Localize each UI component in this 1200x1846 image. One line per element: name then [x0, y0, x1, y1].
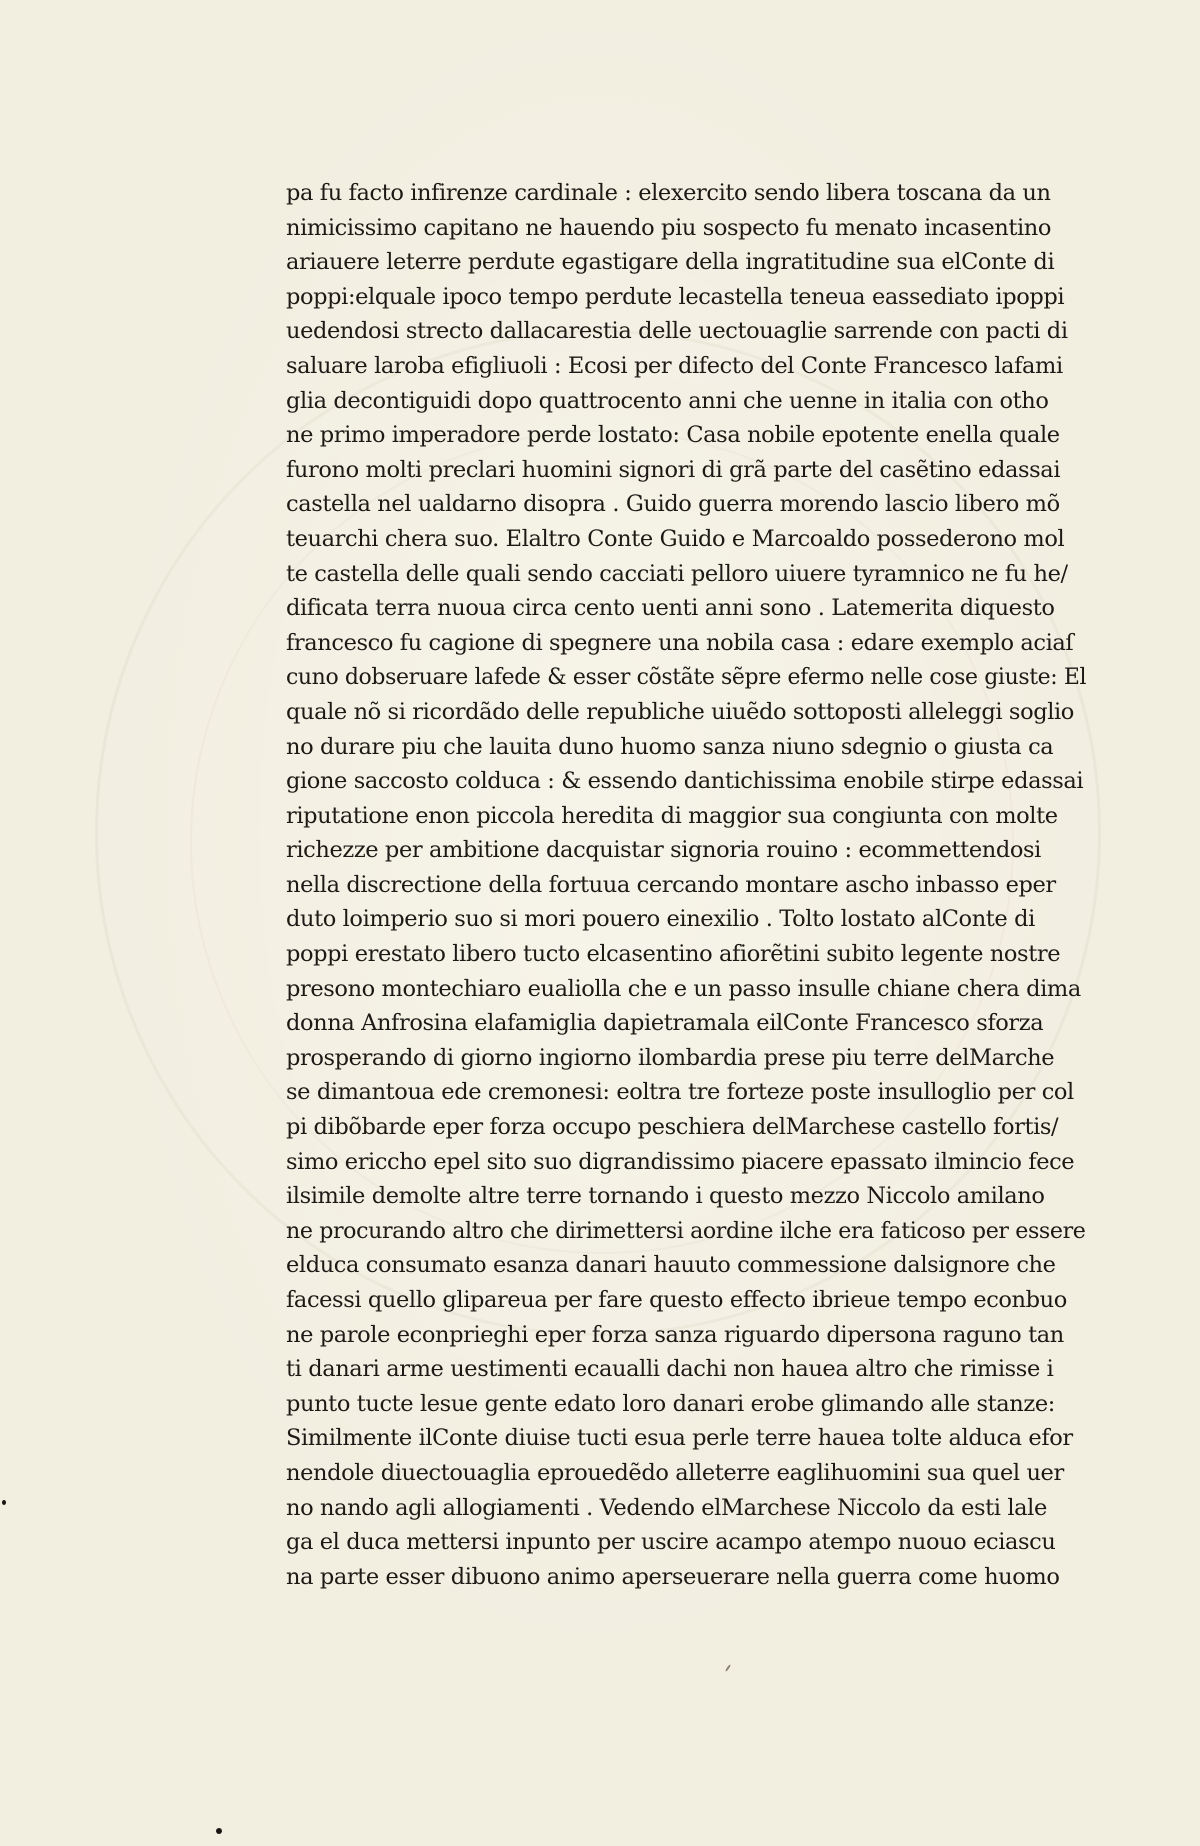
ink-speck — [2, 1500, 6, 1505]
text-line: dificata terra nuoua circa cento uenti anni sono . Latemerita diquesto — [286, 595, 1055, 622]
ink-speck — [216, 1828, 222, 1834]
text-line: teuarchi chera suo. Elaltro Conte Guido e Marcoaldo possederono mol — [286, 525, 1065, 552]
text-line: cuno dobseruare lafede & esser cõstãte sẽpre efermo nelle cose giuste: El — [286, 664, 1087, 691]
text-line: ne parole econprieghi eper forza sanza riguardo dipersona raguno tan — [286, 1321, 1064, 1348]
text-line: punto tucte lesue gente edato loro danari erobe glimando alle stanze: — [286, 1390, 1055, 1417]
text-line: nimicissimo capitano ne hauendo piu sospecto fu menato incasentino — [286, 214, 1052, 241]
text-line: francesco fu cagione di spegnere una nobila casa : edare exemplo aciaſ — [286, 629, 1074, 656]
text-line: nella discrectione della fortuua cercando montare ascho inbasso eper — [286, 871, 1056, 898]
text-line: na parte esser dibuono animo aperseuerare nella guerra come huomo — [286, 1563, 1060, 1590]
text-line: saluare laroba efigliuoli : Ecosi per difecto del Conte Francesco lafami — [286, 352, 1063, 379]
text-line: poppi erestato libero tucto elcasentino afiorẽtini subito legente nostre — [286, 941, 1061, 968]
text-line: ti danari arme uestimenti ecaualli dachi non hauea altro che rimisse i — [286, 1356, 1054, 1383]
paper-mark — [725, 1664, 731, 1672]
text-line: glia decontiguidi dopo quattrocento anni che uenne in italia con otho — [286, 387, 1049, 414]
text-line: te castella delle quali sendo cacciati pelloro uiuere tyramnico ne fu he/ — [286, 560, 1068, 587]
text-block — [286, 176, 1086, 1594]
text-line: presono montechiaro eualiolla che e un passo insulle chiane chera dima — [286, 975, 1081, 1002]
text-line: duto loimperio suo si mori pouero einexilio . Tolto lostato alConte di — [286, 906, 1035, 933]
text-line: ne primo imperadore perde lostato: Casa nobile epotente enella quale — [286, 422, 1060, 449]
text-line: furono molti preclari huomini signori di grã parte del casẽtino edassai — [286, 456, 1061, 483]
text-line: gione saccosto colduca : & essendo dantichissima enobile stirpe edassai — [286, 768, 1084, 795]
text-line: donna Anfrosina elafamiglia dapietramala eilConte Francesco sforza — [286, 1010, 1044, 1037]
text-line: pa fu facto infirenze cardinale : elexercito sendo libera toscana da un — [286, 180, 1051, 206]
text-line: uedendosi strecto dallacarestia delle uectouaglie sarrende con pacti di — [286, 318, 1068, 345]
text-line: facessi quello glipareua per fare questo effecto ibrieue tempo econbuo — [286, 1287, 1067, 1313]
text-line: prosperando di giorno ingiorno ilombardia prese piu terre delMarche — [286, 1044, 1055, 1071]
text-line: riputatione enon piccola heredita di maggior sua congiunta con molte — [286, 802, 1058, 829]
text-line: simo ericcho epel sito suo digrandissimo piacere epassato ilmincio fece — [286, 1148, 1075, 1175]
text-line: poppi:elquale ipoco tempo perdute lecastella teneua eassediato ipoppi — [286, 283, 1065, 310]
text-line: se dimantoua ede cremonesi: eoltra tre forteze poste insulloglio per col — [286, 1079, 1074, 1106]
text-line: ariauere leterre perdute egastigare della ingratitudine sua elConte di — [286, 249, 1055, 276]
text-line: elduca consumato esanza danari hauuto commessione dalsignore che — [286, 1252, 1056, 1279]
text-line: quale nõ si ricordãdo delle republiche uiuẽdo sottoposti alleleggi soglio — [286, 698, 1074, 725]
text-line: ne procurando altro che dirimettersi aordine ilche era faticoso per essere — [286, 1217, 1086, 1244]
text-line: Similmente ilConte diuise tucti esua perle terre hauea tolte alduca efor — [286, 1425, 1073, 1452]
text-line: ga el duca mettersi inpunto per uscire acampo atempo nuouo eciascu — [286, 1529, 1056, 1556]
text-line: no nando agli allogiamenti . Vedendo elMarchese Niccolo da esti lale — [286, 1494, 1047, 1521]
text-line: ilsimile demolte altre terre tornando i questo mezzo Niccolo amilano — [286, 1183, 1045, 1210]
text-line: castella nel ualdarno disopra . Guido guerra morendo lascio libero mõ — [286, 491, 1060, 518]
text-line: no durare piu che lauita duno huomo sanza niuno sdegnio o giusta ca — [286, 733, 1054, 760]
text-line: richezze per ambitione dacquistar signoria rouino : ecommettendosi — [286, 837, 1041, 864]
text-line: nendole diuectouaglia eprouedẽdo alleterre eaglihuomini sua quel uer — [286, 1459, 1064, 1486]
text-line: pi dibõbarde eper forza occupo peschiera delMarchese castello fortis/ — [286, 1114, 1059, 1141]
